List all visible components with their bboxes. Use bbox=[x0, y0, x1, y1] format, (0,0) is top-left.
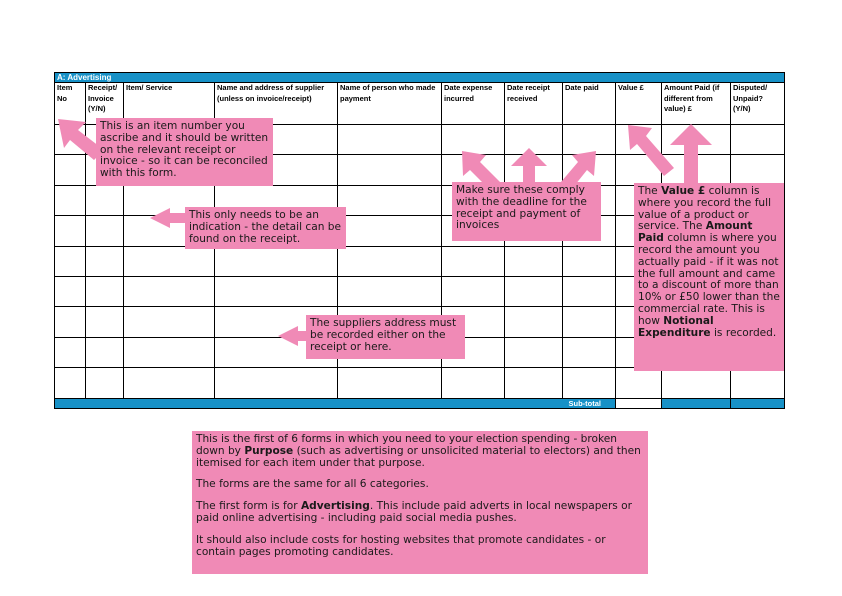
arrow-item-service-icon bbox=[150, 208, 188, 228]
info-paragraph: It should also include costs for hosting websites that promote candidates - or contain pages promoting candidates. bbox=[196, 533, 606, 558]
col-header-item-service: Item/ Service bbox=[124, 83, 215, 125]
info-box bbox=[192, 431, 648, 574]
col-header-date-incurred: Date expense incurred bbox=[442, 83, 505, 125]
info-paragraph: The forms are the same for all 6 categories. bbox=[196, 478, 429, 491]
col-header-payer: Name of person who made payment bbox=[338, 83, 442, 125]
arrow-amount-paid-icon bbox=[670, 124, 712, 186]
col-header-disputed: Disputed/ Unpaid? (Y/N) bbox=[731, 83, 785, 125]
note-deadline: Make sure these comply with the deadline for the receipt and payment of invoices bbox=[452, 182, 601, 241]
col-header-supplier: Name and address of supplier (unless on invoice/receipt) bbox=[215, 83, 338, 125]
col-header-date-receipt: Date receipt received bbox=[505, 83, 563, 125]
col-header-receipt-invoice: Receipt/ Invoice (Y/N) bbox=[86, 83, 124, 125]
note-indication: This only needs to be an indication - the detail can be found on the receipt. bbox=[185, 207, 346, 249]
col-header-amount-paid: Amount Paid (if different from value) £ bbox=[662, 83, 731, 125]
note-supplier: The suppliers address must be recorded either on the receipt or here. bbox=[306, 315, 465, 359]
info-paragraph: The first form is for Advertising. This include paid adverts in local newspapers or paid online advertising - including paid social media pushes. bbox=[196, 500, 633, 524]
arrow-date-receipt-icon bbox=[511, 148, 547, 184]
note-value-amount: The Value £ column is where you record the full value of a product or service. The Amount Paid column is where you record the amount you actually paid - if it was not the full amount and came to a discount of more than 10% or £50 lower than the commercial rate. This is how Notional Expenditure is recorded. bbox=[634, 183, 784, 371]
arrow-value-icon bbox=[628, 125, 674, 176]
note-item-number: This is an item number you ascribe and it should be written on the relevant receipt or invoice - so it can be reconciled with this form. bbox=[96, 118, 273, 186]
col-header-date-paid: Date paid bbox=[563, 83, 616, 125]
arrow-supplier-icon bbox=[278, 326, 308, 346]
subtotal-label: Sub-total bbox=[55, 398, 616, 408]
section-title: A: Advertising bbox=[55, 73, 785, 83]
col-header-item-no: Item No bbox=[55, 83, 86, 125]
col-header-value: Value £ bbox=[616, 83, 662, 125]
info-paragraph: This is the first of 6 forms in which you need to your election spending - broken down by Purpose (such as advertising or unsolicited material to electors) and then itemised for each item under that purpose. bbox=[196, 433, 641, 469]
